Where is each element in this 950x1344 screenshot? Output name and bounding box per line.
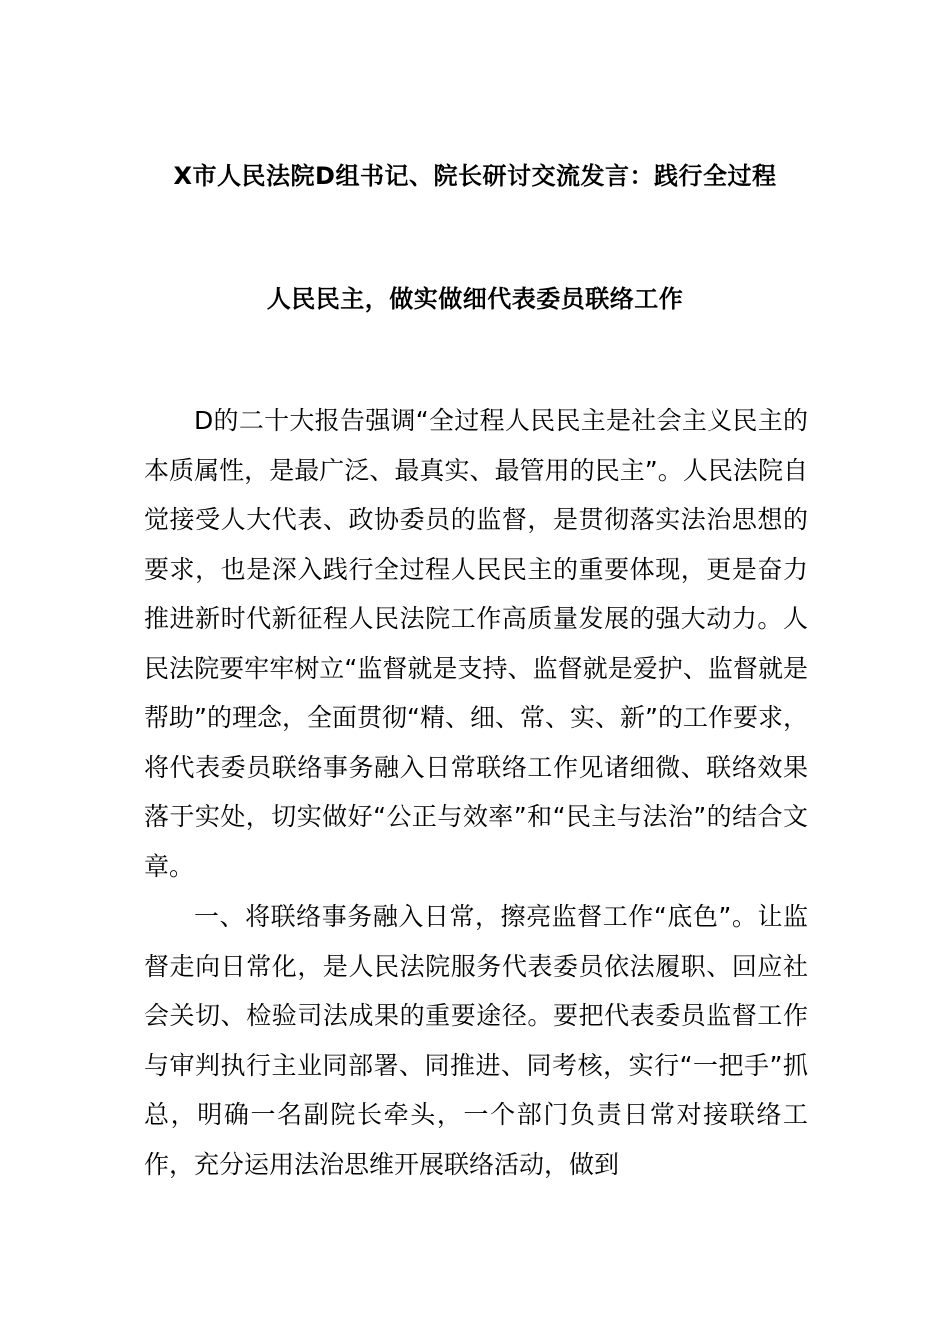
body-paragraph: D的二十大报告强调“全过程人民民主是社会主义民主的本质属性，是最广泛、最真实、最管用的民主”。人民法院自觉接受人大代表、政协委员的监督，是贯彻落实法治思想的要求，也是深入践行全过程人民民主的重要体现，更是奋力推进新时代新征程人民法院工作高质量发展的强大动力。人民法院要牢牢树立“监督就是支持、监督就是爱护、监督就是帮助”的理念，全面贯彻“精、细、常、实、新”的工作要求，将代表委员联络事务融入日常联络工作见诸细微、联络效果落于实处，切实做好“公正与效率”和“民主与法治”的结合文章。: [144, 406, 808, 881]
body-paragraph-block-2: [144, 892, 808, 1189]
body-paragraph-block-1: [144, 396, 808, 891]
document-title-line-2: 人民民主，做实做细代表委员联络工作: [266, 285, 684, 313]
document-title-line-1: X市人民法院D组书记、院长研讨交流发言：践行全过程: [173, 162, 777, 190]
body-paragraph: 一、将联络事务融入日常，擦亮监督工作“底色”。让监督走向日常化，是人民法院服务代表委员依法履职、回应社会关切、检验司法成果的重要途径。要把代表委员监督工作与审判执行主业同部署、同推进、同考核，实行“一把手”抓总，明确一名副院长牵头，一个部门负责日常对接联络工作，充分运用法治思维开展联络活动，做到: [144, 902, 808, 1179]
